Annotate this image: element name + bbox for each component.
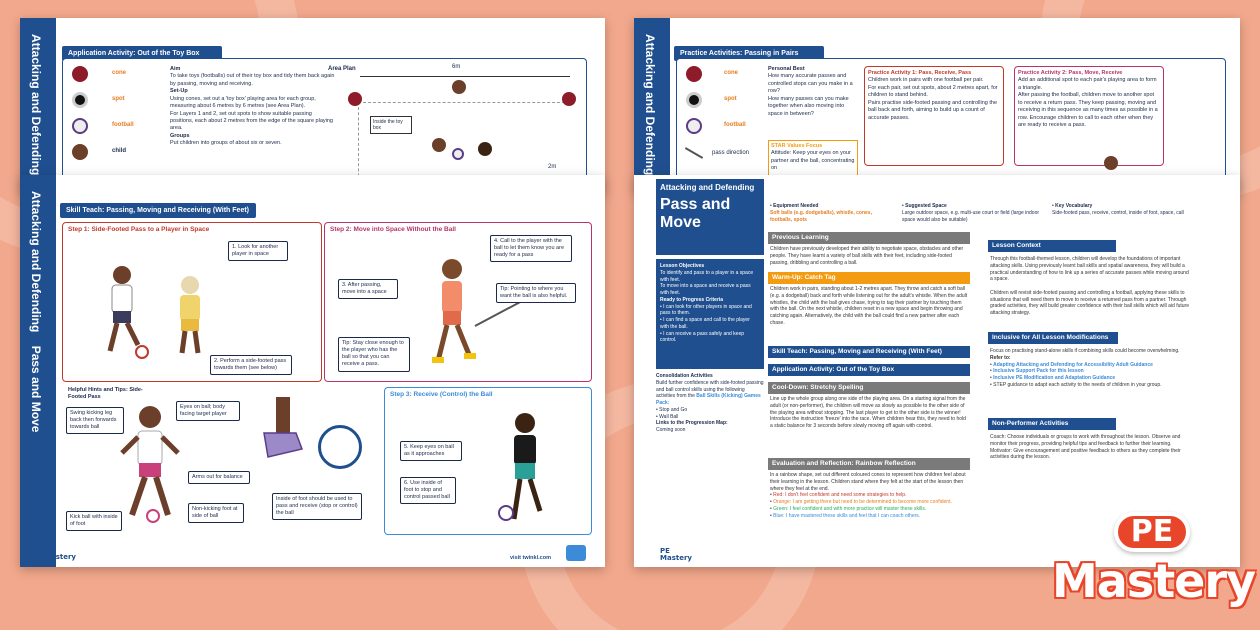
callout-call: 4. Call to the player with the ball to let them know you are ready for a pass bbox=[490, 235, 572, 262]
inclusive-step: STEP guidance to adapt each activity to the needs of children in your group. bbox=[993, 381, 1162, 388]
pa1-title: Practice Activity 1: Pass, Receive, Pass bbox=[868, 70, 972, 76]
objectives-title: Lesson Objectives bbox=[660, 263, 705, 269]
pb-text2: How many passes can you make together when also moving into space in between? bbox=[768, 95, 849, 117]
left-back-page bbox=[20, 18, 605, 193]
dimension-2m: 2m bbox=[548, 164, 557, 170]
star-title: STAR Values Focus bbox=[771, 143, 823, 149]
cool-down-bar: Cool-Down: Stretchy Spelling bbox=[768, 382, 970, 394]
consol-text: Build further confidence with side-footed passing and ball control skills using the following activities from the bbox=[656, 379, 764, 400]
footer-logo-bottom: Mastery bbox=[44, 553, 76, 561]
lesson-category: Attacking and Defending bbox=[660, 183, 755, 192]
skill-teach-bar: Skill Teach: Passing, Moving and Receiving (With Feet) bbox=[768, 346, 970, 358]
practice1 bbox=[868, 70, 1000, 122]
footer-url[interactable]: visit twinkl.com bbox=[510, 555, 551, 561]
dimension-line bbox=[360, 76, 570, 77]
practice2 bbox=[1018, 70, 1160, 129]
football-icon bbox=[72, 118, 88, 134]
consol-item-2: Wall Ball bbox=[659, 413, 679, 420]
spine bbox=[20, 18, 56, 193]
legend-football: football bbox=[112, 122, 134, 128]
tip-pointing: Tip: Pointing to where you want the ball is also helpful. bbox=[496, 283, 576, 303]
ready-2: I can find a space and call to the player with the ball. bbox=[660, 317, 750, 330]
callout-move: 3. After passing, move into a space bbox=[338, 279, 398, 299]
child-figure-passing bbox=[120, 403, 180, 523]
aim-text: To take toys (footballs) out of their toy box and tidy them back again by passing, moving and receiving. bbox=[170, 73, 335, 87]
footer-logo-top: PE bbox=[44, 546, 54, 554]
legend-spot: spot bbox=[724, 96, 737, 102]
pa2-text1: Add an additional spot to each pair's playing area to form a triangle. bbox=[1018, 77, 1157, 91]
spot-icon bbox=[686, 92, 702, 108]
football-icon bbox=[452, 148, 464, 160]
layers-text: For Layers 1 and 2, set out spots to show suitable passing positions, each about 2 metres from the edge of the square playing area. bbox=[170, 110, 333, 132]
eval-green: Green: I feel confident and with more practice will master these skills. bbox=[773, 505, 927, 512]
pa1-text1: Children work in pairs with one football per pair. bbox=[868, 77, 984, 84]
equipment-title: Equipment Needed bbox=[773, 203, 819, 209]
left-front-page bbox=[20, 175, 605, 567]
legend-pass-direction: pass direction bbox=[712, 150, 750, 156]
football-icon bbox=[146, 509, 160, 523]
inside-box-label: Inside the toy box bbox=[370, 116, 412, 134]
vocab-text: Side-footed pass, receive, control, inside of foot, space, call bbox=[1052, 209, 1184, 216]
objectives-panel: Lesson Objectives To identify and pass to a player in a space with feet. To move into a space and receive a pass with feet. Ready to Progress Criteria • I can look for other players in space and pass to them. • I can find a space and call to the player with the ball. • I can receive a pass safely and keep control. bbox=[656, 259, 764, 369]
eval-blue: Blue: I have mastered these skills and feel that I can coach others. bbox=[773, 512, 921, 519]
application-bar: Application Activity: Out of the Toy Box bbox=[768, 364, 970, 376]
non-performer-coach: Coach: Choose individuals or groups to work with throughout the lesson. Observe and monitor their progress, providing helpful tips and feedback to further their learning. bbox=[990, 434, 1181, 447]
evaluation-text: In a rainbow shape, set out different coloured cones to represent how children feel about their learning in the lesson. Children stand where they felt at the start of the lesson then where they feel at the end. • Red: I don't feel confident and need some strategies to help. • Orange: I am getting there but need to be determined to become more confident. • Green: I feel confident and with more practice will master these skills. • Blue: I have mastered these skills and feel that I can coach others. bbox=[770, 472, 966, 519]
inclusive-link-1[interactable]: Adapting Attacking and Defending for Accessibility Adult Guidance bbox=[993, 361, 1153, 368]
previous-learning-bar: Previous Learning bbox=[768, 232, 970, 244]
inclusive-link-2[interactable]: Inclusive Support Pack for this lesson bbox=[993, 368, 1084, 375]
star-values bbox=[768, 140, 858, 176]
inclusive-text: Focus on practising stand-alone skills if combining skills could become overwhelming. Refer to: • Adapting Attacking and Defending for Accessibility Adult Guidance • Inclusive Support Pack for this lesson • Inclusive PE Modification and Adaptation Guidance • STEP guidance to adapt each activity to the needs of children in your group. bbox=[990, 348, 1180, 388]
hint-inside-foot: Inside of foot should be used to pass and receive (stop or control) the ball bbox=[272, 493, 362, 520]
foot-closeup bbox=[258, 397, 308, 467]
objective-2: To move into a space and receive a pass with feet. bbox=[660, 283, 751, 296]
hint-swing: Swing kicking leg back then forwards towards ball bbox=[66, 407, 124, 434]
pe-mastery-logo bbox=[1052, 510, 1256, 625]
child-icon bbox=[432, 138, 446, 152]
key-vocabulary: • Key Vocabulary Side-footed pass, receive, control, inside of foot, space, call bbox=[1052, 203, 1184, 216]
setup-text: Using cones, set out a 'toy box' playing area for each group, measuring about 6 metres by 6 metres (see Area Plan). bbox=[170, 95, 316, 110]
section-header: Practice Activities: Passing in Pairs bbox=[674, 46, 824, 61]
non-performer-text bbox=[990, 434, 1190, 490]
inclusive-bar: Inclusive for All Lesson Modifications bbox=[988, 332, 1118, 344]
cone-icon bbox=[686, 66, 702, 82]
spine-text: Attacking and Defending bbox=[643, 34, 657, 176]
callout-look: 1. Look for another player in space bbox=[228, 241, 288, 261]
groups-text: Put children into groups of about six or seven. bbox=[170, 140, 282, 147]
dimension-6m: 6m bbox=[452, 64, 461, 70]
step2-title: Step 2: Move into Space Without the Ball bbox=[330, 226, 456, 233]
step1-title: Step 1: Side-Footed Pass to a Player in Space bbox=[68, 226, 210, 233]
callout-pass: 2. Perform a side-footed pass towards them (see below) bbox=[210, 355, 292, 375]
callout-keep-eyes: 5. Keep eyes on ball as it approaches bbox=[400, 441, 462, 461]
consolidation-panel: Consolidation Activities Build further confidence with side-footed passing and ball control skills using the following activities from the Ball Skills (Kicking) Games Pack: • Stop and Go • Wall Ball Links to the Progression Map: Coming soon bbox=[656, 373, 764, 433]
cool-down-text: Line up the whole group along one side of the playing area. On a starting signal from the adult (or non-performer), the children will move as slowly as possible to the other side of the playing area without stopping. The last player to get to the other side is the winner! Introduce the instruction 'freeze' into the race. When children hear this, they need to hold a static balance for 3 seconds before slowly moving off again with control. bbox=[770, 396, 966, 429]
equipment-text: Soft balls (e.g. dodgeballs), whistle, cones, footballs, spots bbox=[770, 209, 872, 223]
football-icon bbox=[135, 345, 149, 359]
links-title: Links to the Progression Map: bbox=[656, 420, 728, 427]
area-plan-title: Area Plan bbox=[328, 66, 356, 72]
inclusive-intro: Focus on practising stand-alone skills if combining skills could become overwhelming. bbox=[990, 348, 1180, 354]
lesson-context-text bbox=[990, 256, 1190, 324]
footer-logo-top: PE bbox=[660, 547, 670, 555]
evaluation-intro: In a rainbow shape, set out different coloured cones to represent how children feel about their learning in the lesson. Children stand where they felt at the start of the lesson then where they feel at the end. bbox=[770, 472, 966, 492]
child-icon bbox=[478, 142, 492, 156]
consol-title: Consolidation Activities bbox=[656, 373, 713, 379]
legend-child: child bbox=[112, 148, 127, 154]
groups-title: Groups bbox=[170, 132, 190, 139]
spot-icon bbox=[72, 92, 88, 108]
aim-section bbox=[170, 66, 335, 148]
logo-top-text: PE bbox=[1130, 514, 1174, 549]
child-icon bbox=[452, 80, 466, 94]
right-back-page bbox=[634, 18, 1240, 193]
personal-best bbox=[768, 66, 858, 118]
consol-item-1: Stop and Go bbox=[659, 406, 688, 413]
eval-red: Red: I don't feel confident and need some strategies to help. bbox=[773, 492, 907, 499]
legend-football: football bbox=[724, 122, 746, 128]
step3-title: Step 3: Receive (Control) the Ball bbox=[390, 391, 493, 398]
spine-text bbox=[29, 191, 43, 432]
spine-title: Pass and Move bbox=[29, 345, 43, 433]
ready-1: I can look for other players in space and pass to them. bbox=[660, 303, 752, 317]
hint-arms: Arms out for balance bbox=[188, 471, 250, 484]
lesson-title: Pass and Move bbox=[660, 196, 731, 231]
hint-kick: Kick ball with inside of foot bbox=[66, 511, 122, 531]
space-text: Large outdoor space, e.g. multi-use court or field (large indoor space would also be suitable) bbox=[902, 209, 1040, 223]
spine-text: Attacking and Defending bbox=[29, 34, 43, 176]
footer-logo bbox=[660, 548, 692, 562]
space-title: Suggested Space bbox=[905, 203, 947, 209]
hints-title: Helpful Hints and Tips: Side-Footed Pass bbox=[68, 387, 143, 401]
legend-cone: cone bbox=[112, 70, 127, 76]
spine bbox=[634, 18, 670, 193]
objective-1: To identify and pass to a player in a space with feet. bbox=[660, 269, 754, 283]
football-closeup-icon bbox=[318, 425, 362, 469]
lesson-number: 5 bbox=[746, 209, 751, 218]
section-header: Application Activity: Out of the Toy Box bbox=[62, 46, 222, 61]
logo-bottom-text: Mastery bbox=[1052, 554, 1256, 608]
eval-orange: Orange: I am getting there but need to be determined to become more confident. bbox=[773, 499, 952, 505]
badge-icon bbox=[566, 545, 586, 561]
legend-cone: cone bbox=[724, 70, 739, 76]
context-text-2: Children will revisit side-footed passing and controlling a football, applying these skills to situations that will need them to move to receive a returned pass from a partner. Through graded activities, they will build greater confidence with their ball skills which will aid future attacking strategy. bbox=[990, 289, 1189, 316]
spine-category: Attacking and Defending bbox=[29, 191, 43, 333]
consol-link[interactable]: Ball Skills (Kicking) Games Pack: bbox=[656, 393, 761, 406]
footer-logo-bottom: Mastery bbox=[660, 554, 692, 562]
equipment: • Equipment Needed Soft balls (e.g. dodgeballs), whistle, cones, footballs, spots bbox=[770, 203, 872, 223]
ready-3: I can receive a pass safely and keep control. bbox=[660, 330, 745, 344]
cone-icon bbox=[72, 66, 88, 82]
football-icon bbox=[686, 118, 702, 134]
legend-spot: spot bbox=[112, 96, 125, 102]
inclusive-refer: Refer to: bbox=[990, 354, 1011, 361]
footer-logo bbox=[44, 547, 76, 561]
hint-eyes: Eyes on ball; body facing target player bbox=[176, 401, 240, 421]
setup-title: Set-Up bbox=[170, 88, 188, 95]
hint-foot: Non-kicking foot at side of ball bbox=[188, 503, 244, 523]
context-text-1: Through this football-themed lesson, children will develop the foundations of important attacking skills. Using previously learnt ball skills and spatial awareness, they will build a practical understanding of how to link up a series of accurate passes while moving around a space. bbox=[990, 256, 1189, 283]
child-figure-waiting bbox=[170, 275, 210, 355]
vocab-title: Key Vocabulary bbox=[1055, 203, 1093, 209]
pb-text1: How many accurate passes and controlled stops can you make in a row? bbox=[768, 73, 853, 95]
warm-up-bar: Warm-Up: Catch Tag bbox=[768, 272, 970, 284]
section-header: Skill Teach: Passing, Moving and Receiving (With Feet) bbox=[60, 203, 256, 218]
football-icon bbox=[498, 505, 514, 521]
inclusive-link-3[interactable]: Inclusive PE Modification and Adaptation Guidance bbox=[993, 375, 1116, 381]
evaluation-bar: Evaluation and Reflection: Rainbow Reflection bbox=[768, 458, 970, 470]
child-icon bbox=[72, 144, 88, 160]
pa1-text3: Pairs practise side-footed passing and controlling the ball back and forth, aiming to build up a count of accurate passes. bbox=[868, 99, 998, 121]
lesson-context-bar: Lesson Context bbox=[988, 240, 1116, 252]
previous-learning-text: Children have previously developed their ability to negotiate space, obstacles and other people. They have learnt a variety of ball skills with their feet, including side-footed passing, dribbling and controlling a ball. bbox=[770, 246, 964, 266]
pb-title: Personal Best bbox=[768, 66, 805, 72]
child-figure-kicking bbox=[100, 265, 144, 355]
aim-title: Aim bbox=[170, 66, 181, 72]
pa2-title: Practice Activity 2: Pass, Move, Receive bbox=[1018, 70, 1123, 76]
warm-up-text: Children work in pairs, standing about 1-2 metres apart. They throw and catch a soft ball (e.g. a dodgeball) back and forth while listening out for the adult's whistle. When the adult whistles, the child with the ball gives chase, trying to tag their partner by touching them with the ball. On the next whistle, children reset in a new space and begin throwing and catching again. Alternatively, the child with the ball could find a new partner after each chase. bbox=[770, 286, 968, 326]
tip-stay-close: Tip: Stay close enough to the player who has the ball so that you can receive a pass. bbox=[338, 337, 410, 372]
child-icon bbox=[1104, 156, 1118, 170]
spine bbox=[20, 175, 56, 567]
star-text: Attitude: Keep your eyes on your partner and the ball, concentrating on bbox=[771, 150, 855, 172]
cone-icon bbox=[562, 92, 576, 106]
non-performer-motivator: Motivator: Give encouragement and positive feedback to others as they complete their activities during the lesson. bbox=[990, 447, 1181, 461]
ready-title: Ready to Progress Criteria bbox=[660, 296, 724, 303]
links-text: Coming soon bbox=[656, 427, 686, 433]
cone-icon bbox=[348, 92, 362, 106]
pa1-text2: For each pair, set out spots, about 2 metres apart, for children to stand behind. bbox=[868, 84, 998, 99]
callout-inside-foot: 6. Use inside of foot to stop and control passed ball bbox=[400, 477, 456, 504]
child-figure-running bbox=[428, 257, 476, 367]
pa2-text2: After passing the football, children move to another spot to receive a return pass. They keep passing, moving and receiving in this sequence as many times as possible in a row. Encourage children to call to each other when they are ready to receive a pass. bbox=[1018, 92, 1158, 128]
suggested-space: • Suggested Space Large outdoor space, e.g. multi-use court or field (large indoor space would also be suitable) bbox=[902, 203, 1040, 223]
non-performer-bar: Non-Performer Activities bbox=[988, 418, 1116, 430]
